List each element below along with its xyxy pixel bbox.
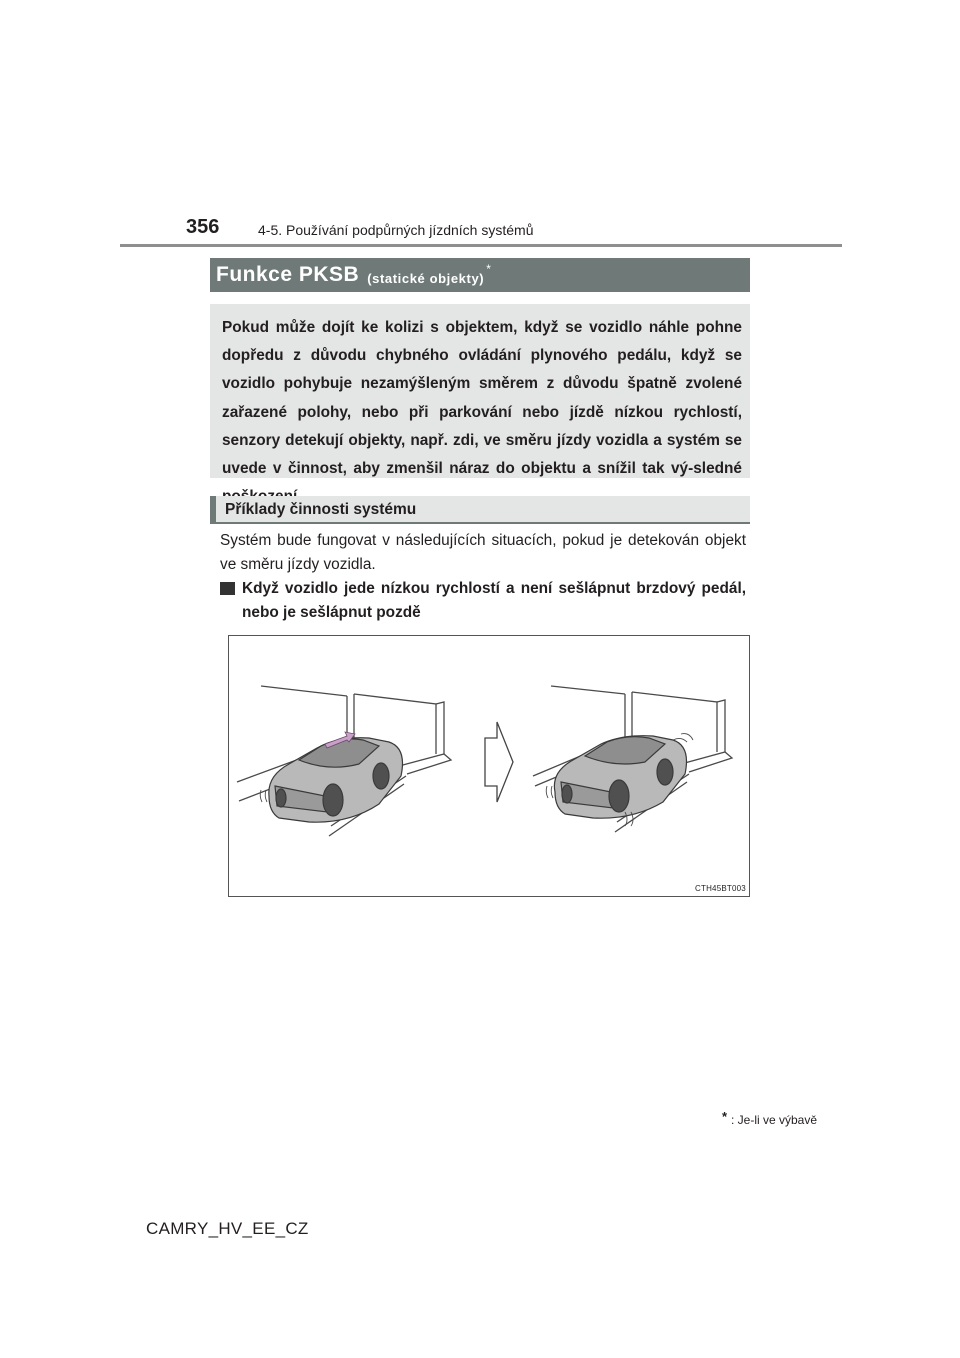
car-after-icon bbox=[554, 736, 686, 819]
header-divider bbox=[120, 244, 842, 247]
illustration bbox=[229, 636, 749, 896]
right-arrow-icon bbox=[485, 722, 513, 802]
body-paragraph: Systém bude fungovat v následujících situacích, pokud je detekován objekt ve směru jízdy vozidla. bbox=[220, 532, 746, 573]
square-bullet-icon bbox=[220, 582, 235, 595]
document-code: CAMRY_HV_EE_CZ bbox=[146, 1219, 309, 1238]
figure-code: CTH45BT003 bbox=[695, 884, 746, 893]
intro-text: Pokud může dojít ke kolizi s objektem, když se vozidlo náhle pohne dopředu z důvodu chybného ovládání plynového pedálu, když se vozidlo pohybuje nezamýšleným směrem z důvodu špatně zvolené zařazené polohy, nebo při parkování nebo jízdě nízkou rychlostí, senzory detekují objekty, např. zdi, ve směru jízdy vozidla a systém se uvede v činnost, aby zmenšil náraz do objektu a snížil tak vý-sledné bbox=[222, 319, 742, 478]
page-number: 356 bbox=[186, 216, 220, 238]
section-header: 4-5. Používání podpůrných jízdních systémů bbox=[258, 222, 534, 238]
subsection-heading: Příklady činnosti systému bbox=[210, 496, 750, 523]
intro-box bbox=[210, 304, 750, 478]
section-title-qualifier: (statické objekty) bbox=[367, 270, 485, 286]
case-heading: Když vozidlo jede nízkou rychlostí a není sešlápnut brzdový pedál, nebo je sešlápnut pozdě bbox=[242, 580, 746, 621]
footnote-asterisk: * bbox=[722, 1109, 728, 1124]
section-title: Funkce PKSB bbox=[216, 263, 360, 286]
subsection-underline bbox=[210, 522, 750, 524]
section-title-bar bbox=[210, 258, 750, 292]
car-before-icon bbox=[269, 738, 403, 822]
equipment-asterisk: * bbox=[486, 262, 491, 276]
footnote-text: : Je-li ve výbavě bbox=[731, 1113, 818, 1127]
